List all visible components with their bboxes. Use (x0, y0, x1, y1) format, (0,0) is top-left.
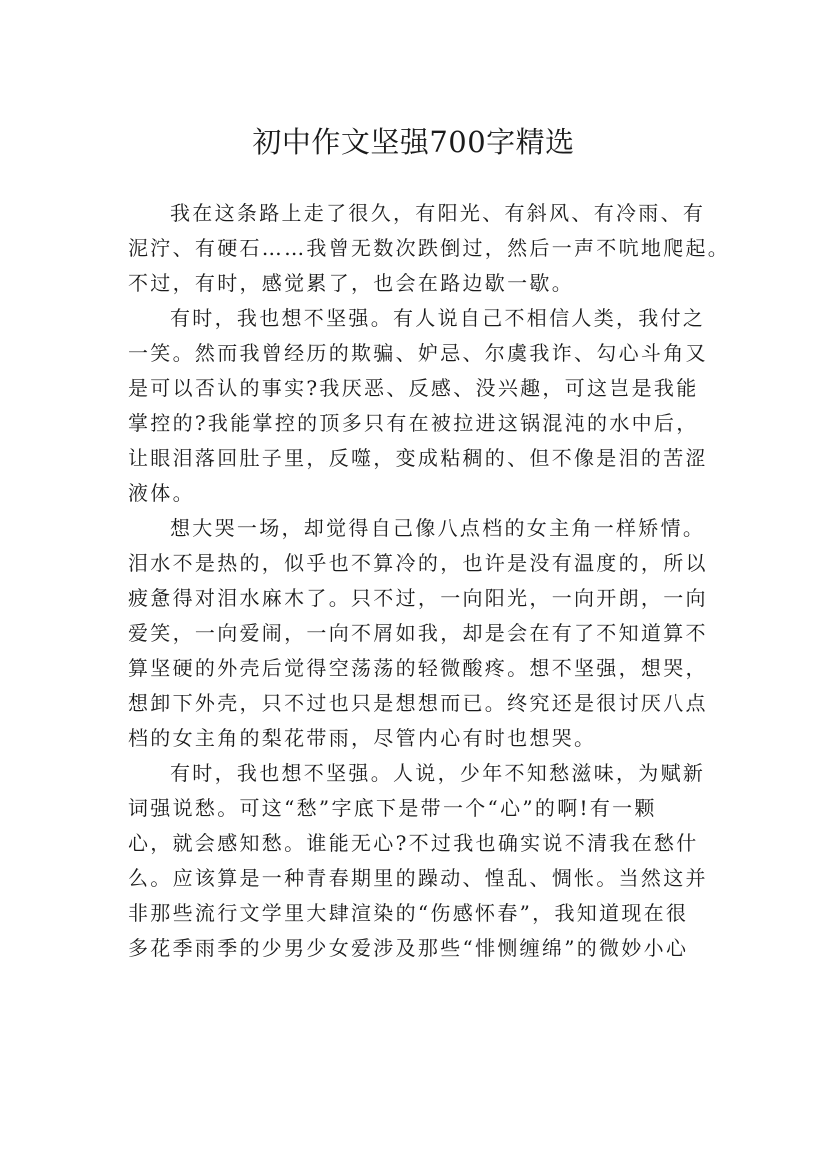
text-line: 有时，我也想不坚强。人说，少年不知愁滋味，为赋新 (170, 761, 706, 785)
text-line: 非那些流行文学里大肆渲染的“伤感怀春”，我知道现在很 (128, 901, 689, 925)
text-line: 么。应该算是一种青春期里的躁动、惶乱、惆怅。当然这并 (128, 866, 708, 890)
text-line: 心，就会感知愁。谁能无心?不过我也确实说不清我在愁什 (128, 831, 699, 855)
text-line: 是可以否认的事实?我厌恶、反感、没兴趣，可这岂是我能 (128, 376, 699, 400)
text-line: 一笑。然而我曾经历的欺骗、妒忌、尔虞我诈、勾心斗角又 (128, 341, 708, 365)
text-line: 想卸下外壳，只不过也只是想想而已。终究还是很讨厌八点 (128, 691, 708, 715)
text-line: 让眼泪落回肚子里，反噬，变成粘稠的、但不像是泪的苦涩 (128, 446, 708, 470)
text-line: 多花季雨季的少男少女爱涉及那些“悱恻缠绵”的微妙小心 (128, 936, 689, 960)
paragraph-4 (128, 756, 706, 966)
text-line: 我在这条路上走了很久，有阳光、有斜风、有冷雨、有 (170, 201, 706, 225)
text-line: 算坚硬的外壳后觉得空荡荡的轻微酸疼。想不坚强，想哭， (128, 656, 708, 680)
text-line: 泪水不是热的，似乎也不算冷的，也许是没有温度的，所以 (128, 551, 708, 575)
paragraph-1 (128, 196, 731, 301)
text-line: 泥泞、有硬石……我曾无数次跌倒过，然后一声不吭地爬起。 (128, 236, 731, 260)
document-title: 初中作文坚强700字精选 (252, 125, 575, 160)
paragraph-2 (128, 301, 706, 511)
text-line: 液体。 (128, 481, 195, 505)
text-line: 掌控的?我能掌控的顶多只有在被拉进这锅混沌的水中后， (128, 411, 699, 435)
text-line: 词强说愁。可这“愁”字底下是带一个“心”的啊!有一颗 (128, 796, 657, 820)
document-body (128, 196, 731, 966)
text-line: 档的女主角的梨花带雨，尽管内心有时也想哭。 (128, 726, 597, 750)
text-line: 不过，有时，感觉累了，也会在路边歇一歇。 (128, 271, 574, 295)
paragraph-3 (128, 511, 706, 756)
text-line: 有时，我也想不坚强。有人说自己不相信人类，我付之 (170, 306, 706, 330)
text-line: 想大哭一场，却觉得自己像八点档的女主角一样矫情。 (170, 516, 706, 540)
text-line: 爱笑，一向爱闹，一向不屑如我，却是会在有了不知道算不 (128, 621, 708, 645)
text-line: 疲惫得对泪水麻木了。只不过，一向阳光，一向开朗，一向 (128, 586, 708, 610)
